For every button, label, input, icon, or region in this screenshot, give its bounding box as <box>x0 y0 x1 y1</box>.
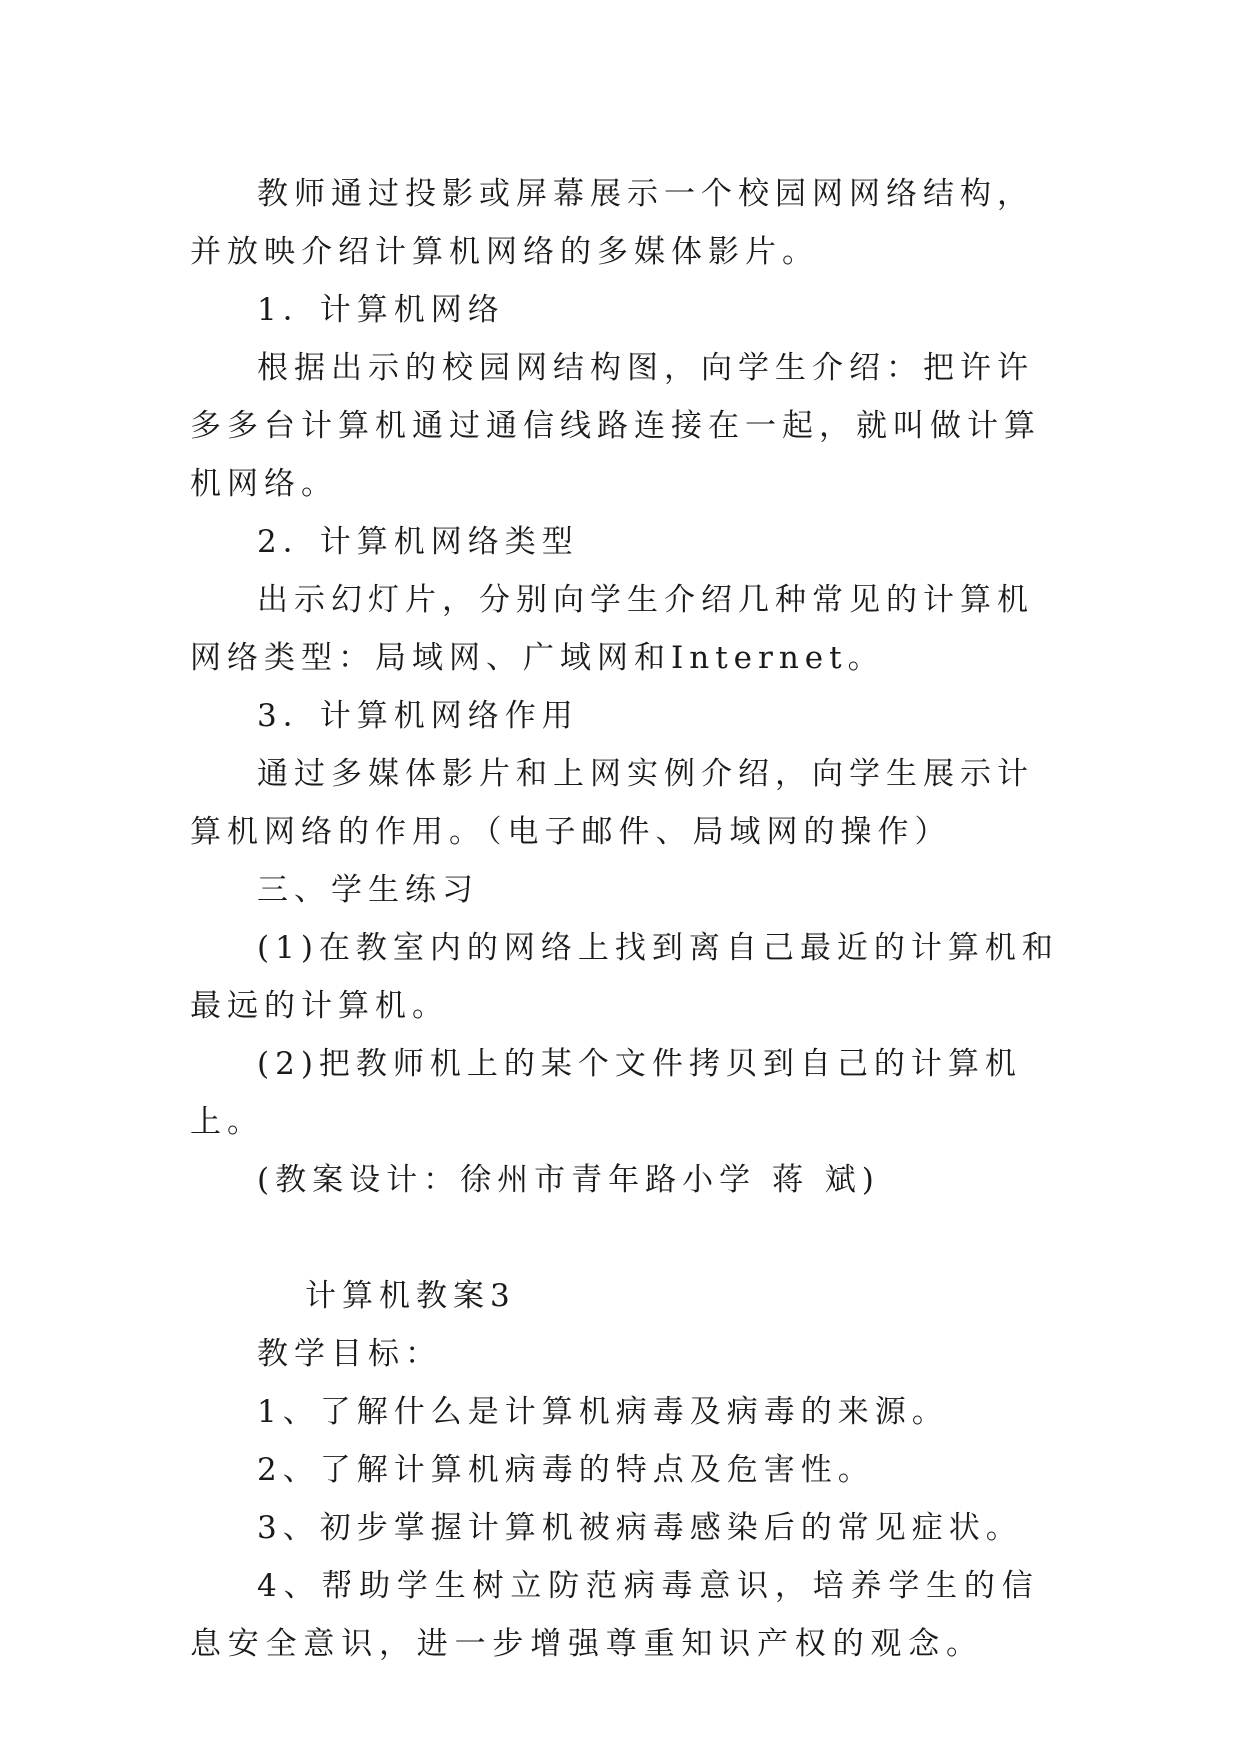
section-student-practice: 三、学生练习 <box>257 872 479 908</box>
practice-item-2: (2)把教师机上的某个文件拷贝到自己的计算机上。 <box>190 1046 1022 1140</box>
goal-item-2: 2、了解计算机病毒的特点及危害性。 <box>257 1452 875 1488</box>
item-network-uses: 3．计算机网络作用 <box>257 698 579 734</box>
paragraph-intro: 教师通过投影或屏幕展示一个校园网网络结构，并放映介绍计算机网络的多媒体影片。 <box>190 176 1034 270</box>
goal-item-1: 1、了解什么是计算机病毒及病毒的来源。 <box>257 1394 949 1430</box>
section-title: 计算机教案3 <box>305 1278 516 1314</box>
practice-item-1: (1)在教室内的网络上找到离自己最近的计算机和最远的计算机。 <box>190 930 1059 1024</box>
item-computer-network: 1．计算机网络 <box>257 292 505 328</box>
paragraph-network-uses: 通过多媒体影片和上网实例介绍，向学生展示计算机网络的作用。（电子邮件、局域网的操作） <box>190 756 1034 850</box>
document-body <box>190 165 1060 1673</box>
paragraph-network-types: 出示幻灯片，分别向学生介绍几种常见的计算机网络类型：局域网、广域网和Internet。 <box>190 582 1034 676</box>
item-network-types: 2．计算机网络类型 <box>257 524 579 560</box>
lesson-design-credit: (教案设计：徐州市青年路小学 蒋 斌) <box>257 1162 880 1198</box>
blank-line <box>190 1209 1060 1267</box>
goal-item-3: 3、初步掌握计算机被病毒感染后的常见症状。 <box>257 1510 1023 1546</box>
goal-item-4: 4、帮助学生树立防范病毒意识，培养学生的信息安全意识，进一步增强尊重知识产权的观念。 <box>190 1568 1040 1662</box>
teaching-goals-label: 教学目标： <box>257 1336 442 1372</box>
paragraph-network-definition: 根据出示的校园网结构图，向学生介绍：把许许多多台计算机通过通信线路连接在一起，就叫做计算机网络。 <box>190 350 1041 502</box>
